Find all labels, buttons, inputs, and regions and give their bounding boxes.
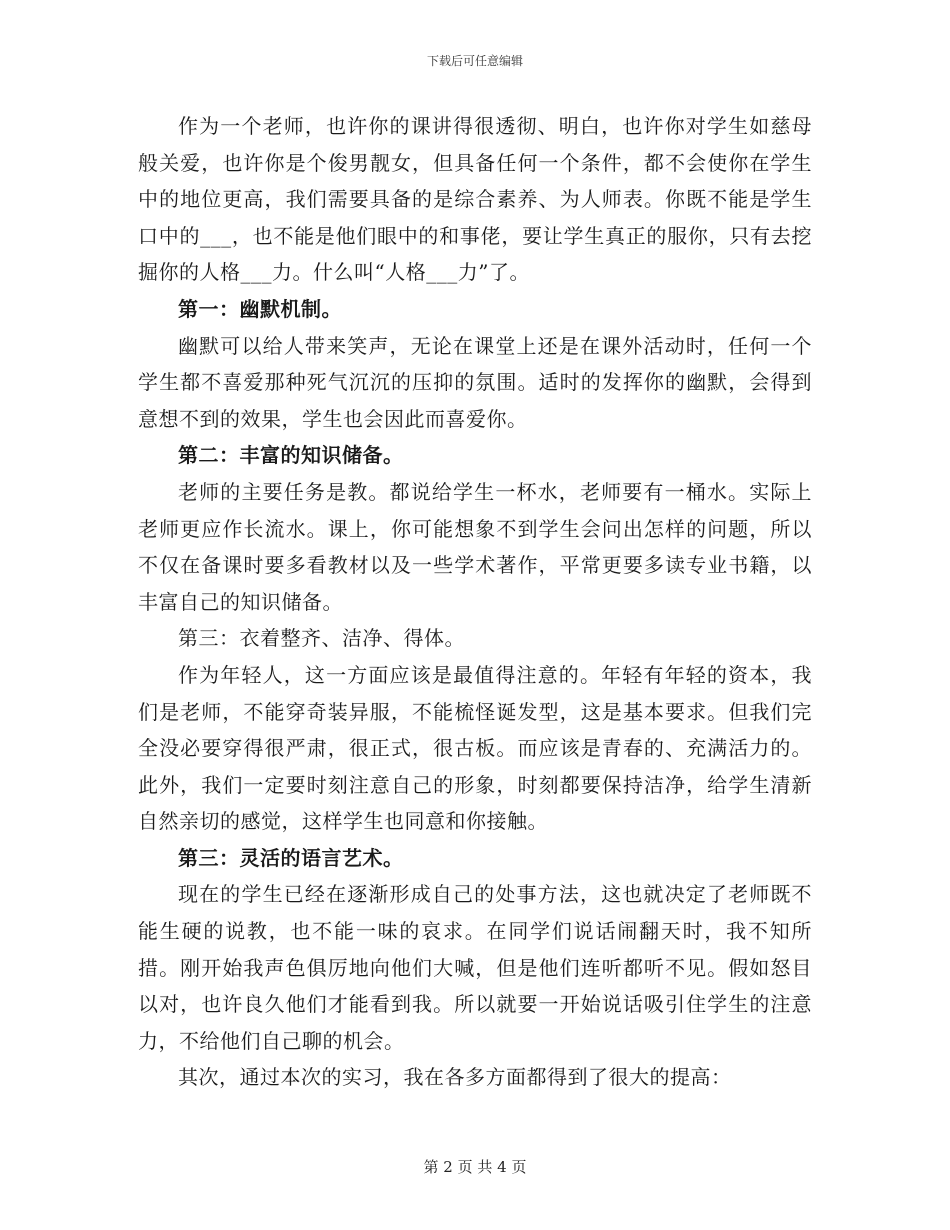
heading-knowledge: 第二：丰富的知识储备。 (178, 443, 404, 468)
heading-attire: 第三：衣着整齐、洁净、得体。 (178, 626, 465, 651)
heading-language: 第三：灵活的语言艺术。 (178, 845, 404, 870)
paragraph-humor: 幽默可以给人带来笑声，无论在课堂上还是在课外活动时，任何一个学生都不喜爱那种死气沉沉的压抑的氛围。适时的发挥你的幽默，会得到意想不到的效果，学生也会因此而喜爱你。 (138, 333, 812, 431)
heading-humor: 第一：幽默机制。 (178, 296, 342, 321)
document-body (138, 108, 812, 1096)
page-footer: 第 2 页 共 4 页 (423, 1158, 527, 1176)
paragraph-language: 现在的学生已经在逐渐形成自己的处事方法，这也就决定了老师既不能生硬的说教，也不能一味的哀求。在同学们说话闹翻天时，我不知所措。刚开始我声色俱厉地向他们大喊，但是他们连听都听不见。假如怒目以对，也许良久他们才能看到我。所以就要一开始说话吸引住学生的注意力，不给他们自己聊的机会。 (138, 882, 812, 1053)
page-header: 下载后可任意编辑 (426, 54, 523, 68)
paragraph-intro: 作为一个老师，也许你的课讲得很透彻、明白，也许你对学生如慈母般关爱，也许你是个俊男靓女，但具备任何一个条件，都不会使你在学生中的地位更高，我们需要具备的是综合素养、为人师表。你既不能是学生口中的___，也不能是他们眼中的和事佬，要让学生真正的服你，只有去挖掘你的人格___力。什么叫“人格___力”了。 (138, 114, 812, 285)
paragraph-attire: 作为年轻人，这一方面应该是最值得注意的。年轻有年轻的资本，我们是老师，不能穿奇装异服，不能梳怪诞发型，这是基本要求。但我们完全没必要穿得很严肃，很正式，很古板。而应该是青春的、充满活力的。此外，我们一定要时刻注意自己的形象，时刻都要保持洁净，给学生清新自然亲切的感觉，这样学生也同意和你接触。 (138, 662, 812, 834)
paragraph-next: 其次，通过本次的实习，我在各多方面都得到了很大的提高： (178, 1065, 732, 1090)
paragraph-knowledge: 老师的主要任务是教。都说给学生一杯水，老师要有一桶水。实际上老师更应作长流水。课上，你可能想象不到学生会问出怎样的问题，所以不仅在备课时要多看教材以及一些学术著作，平常更要多读专业书籍，以丰富自己的知识储备。 (138, 479, 812, 614)
